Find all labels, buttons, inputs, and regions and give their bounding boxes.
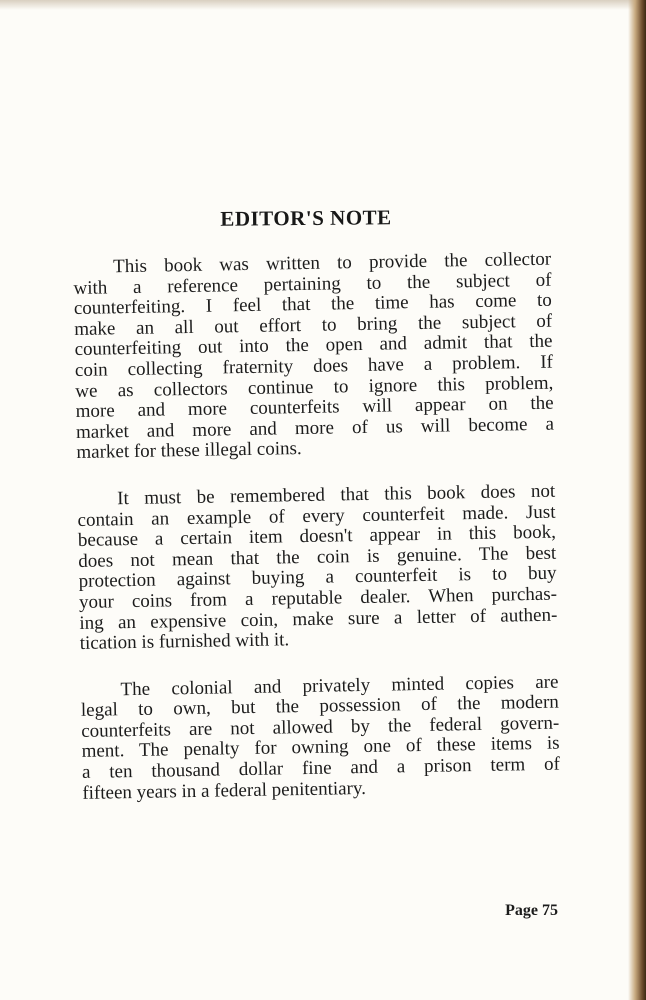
page-top-edge [0, 0, 646, 10]
text-line: contain an example of every counterfeit made. Just [77, 501, 556, 531]
text-line: a ten thousand dollar fine and a prison term of [81, 753, 561, 783]
book-spine-shadow [628, 0, 646, 1000]
text-line: market and more and more of us will become a [75, 413, 555, 443]
text-line: coin collecting fraternity does have a problem. If [74, 351, 554, 381]
text-line: counterfeits are not allowed by the federal govern- [81, 712, 560, 742]
text-line: with a reference pertaining to the subject of [73, 269, 552, 299]
text-line: counterfeiting. I feel that the time has come to [73, 289, 552, 320]
body-text [73, 250, 561, 831]
text-line: because a certain item doesn't appear in this book, [77, 521, 557, 552]
text-line: This book was written to provide the collector [112, 248, 552, 278]
text-line: protection against buying a counterfeit is to buy [78, 562, 557, 593]
paragraph-3 [80, 672, 560, 804]
text-line: tication is furnished with it. [79, 629, 290, 655]
text-line: does not mean that the coin is genuine. The best [78, 542, 557, 572]
text-line: more and more counterfeits will appear on the [75, 392, 554, 423]
text-line: ing an expensive coin, make sure a letter of authen- [79, 604, 558, 634]
text-line: counterfeiting out into the open and admit that the [74, 331, 553, 361]
text-line: It must be remembered that this book does not [117, 480, 556, 510]
text-line: your coins from a reputable dealer. When purchas- [78, 583, 558, 613]
paragraph-2 [77, 482, 558, 655]
text-line: we as collectors continue to ignore this problem, [75, 372, 554, 402]
text-line: legal to own, but the possession of the modern [80, 691, 560, 722]
paragraph-1 [73, 250, 555, 464]
text-line: market for these illegal coins. [76, 438, 302, 464]
text-line: make an all out effort to bring the subject of [74, 310, 553, 340]
page-title: EDITOR'S NOTE [220, 205, 392, 231]
text-line: ment. The penalty for owning one of these items is [81, 733, 560, 763]
page-number: Page 75 [505, 902, 558, 919]
text-line: The colonial and privately minted copies are [120, 671, 559, 700]
text-line: fifteen years in a federal penitentiary. [82, 777, 367, 804]
